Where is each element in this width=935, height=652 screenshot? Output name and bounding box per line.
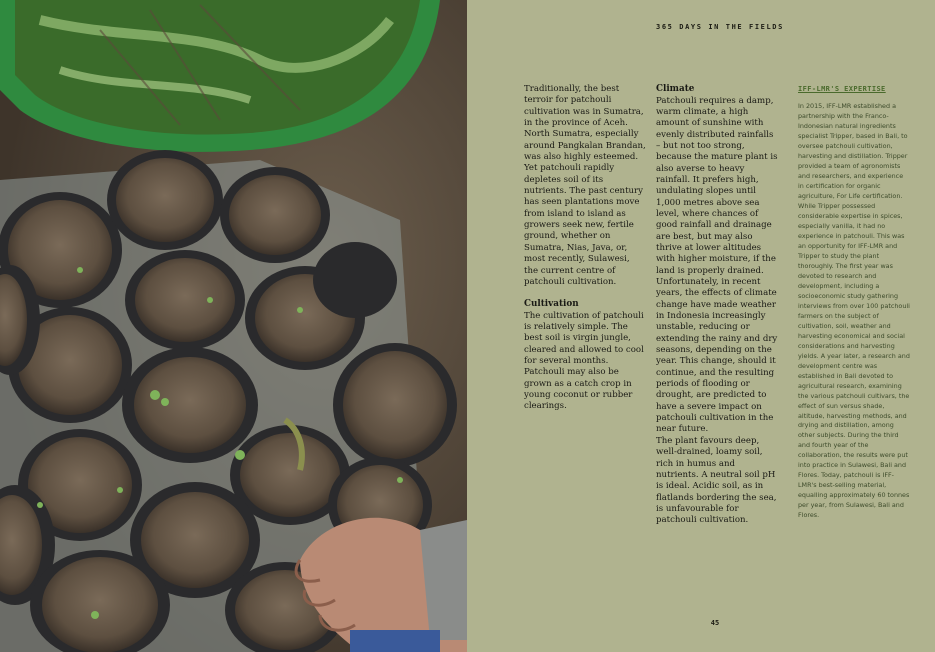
photo-seedling-pots — [0, 0, 467, 652]
climate-heading: Climate — [656, 84, 695, 94]
sidebar-paragraph-1: In 2015, IFF-LMR established a partnership with the Franco-Indonesian natural ingredients specialist Tripper, based in Bali, to oversee patchouli cultivation, harvesting and distillation. Tripper provided a team of agronomists and researchers, and experience in certification for organic agriculture, For Life certification. — [798, 101, 908, 200]
expertise-sidebar — [798, 85, 910, 521]
page-number: 45 — [710, 619, 720, 627]
seedling-photo-illustration — [0, 0, 467, 652]
terroir-paragraph: Traditionally, the best terroir for patchouli cultivation was in Sumatra, in the province of Aceh. North Sumatra, especially around Pangkalan Brandan, was also highly esteemed. Yet patchouli rapidly depletes soil of its nutrients. The past century has seen plantations move from island to island as growers seek new, fertile ground, whether on Sumatra, Nias, Java, or, most recently, Sulawesi, the current centre of patchouli cultivation. — [524, 84, 646, 287]
running-header: 365 DAYS IN THE FIELDS — [656, 23, 784, 31]
climate-paragraph: Patchouli requires a damp, warm climate, a high amount of sunshine with evenly distributed rainfalls – but not too strong, because the mature plant is also averse to heavy rainfall. It prefers high, undulating slopes until 1,000 metres above sea level, where chances of good rainfall and drainage are best, but may also thrive at lower altitudes with higher moisture, if the land is properly drained. Unfortunately, in recent years, the effects of climate change have made weather in Indonesia increasingly unstable, reducing or extending the rainy and dry seasons, depending on the year. This change, should it continue, and the resulting periods of flooding or drought, are predicted to have a severe impact on patchouli cultivation in the near future. — [656, 95, 778, 435]
text-column-2 — [656, 84, 778, 527]
cultivation-paragraph: The cultivation of patchouli is relatively simple. The best soil is virgin jungle, cleared and allowed to cool for several months. Patchouli may also be grown as a catch crop in young coconut or rubber clearings. — [524, 310, 644, 412]
sidebar-paragraph-2: While Tripper possessed considerable expertise in spices, especially vanilla, it had no experience in patchouli. This was an opportunity for IFF-LMR and Tripper to study the plant thoroughly. The first year was devoted to research and development, including a socioeconomic study gathering interviews from over 100 patchouli farmers on the subject of cultivation, soil, weather and harvesting economical and social considerations and harvesting yields. A year later, a research and development centre was established in Bali devoted to agricultural research, examining the various patchouli cultivars, the effect of sun versus shade, altitude, harvesting methods, and drying and distillation, among other subjects. During the third and fourth year of the collaboration, the results were put into practice in Sulawesi, Bali and Flores. Today, patchouli is IFF-LMR's best-selling material, equalling approximately 60 tonnes per year, from Sulawesi, Bali and Flores. — [798, 201, 910, 520]
cultivation-heading: Cultivation — [524, 299, 579, 310]
text-column-1 — [524, 84, 646, 413]
soil-paragraph: The plant favours deep, well-drained, loamy soil, rich in humus and nutrients. A neutral soil pH is ideal. Acidic soil, as in flatlands bordering the sea, is unfavourable for patchouli cultivation. — [656, 435, 777, 526]
sidebar-heading: IFF-LMR'S EXPERTISE — [798, 85, 886, 93]
